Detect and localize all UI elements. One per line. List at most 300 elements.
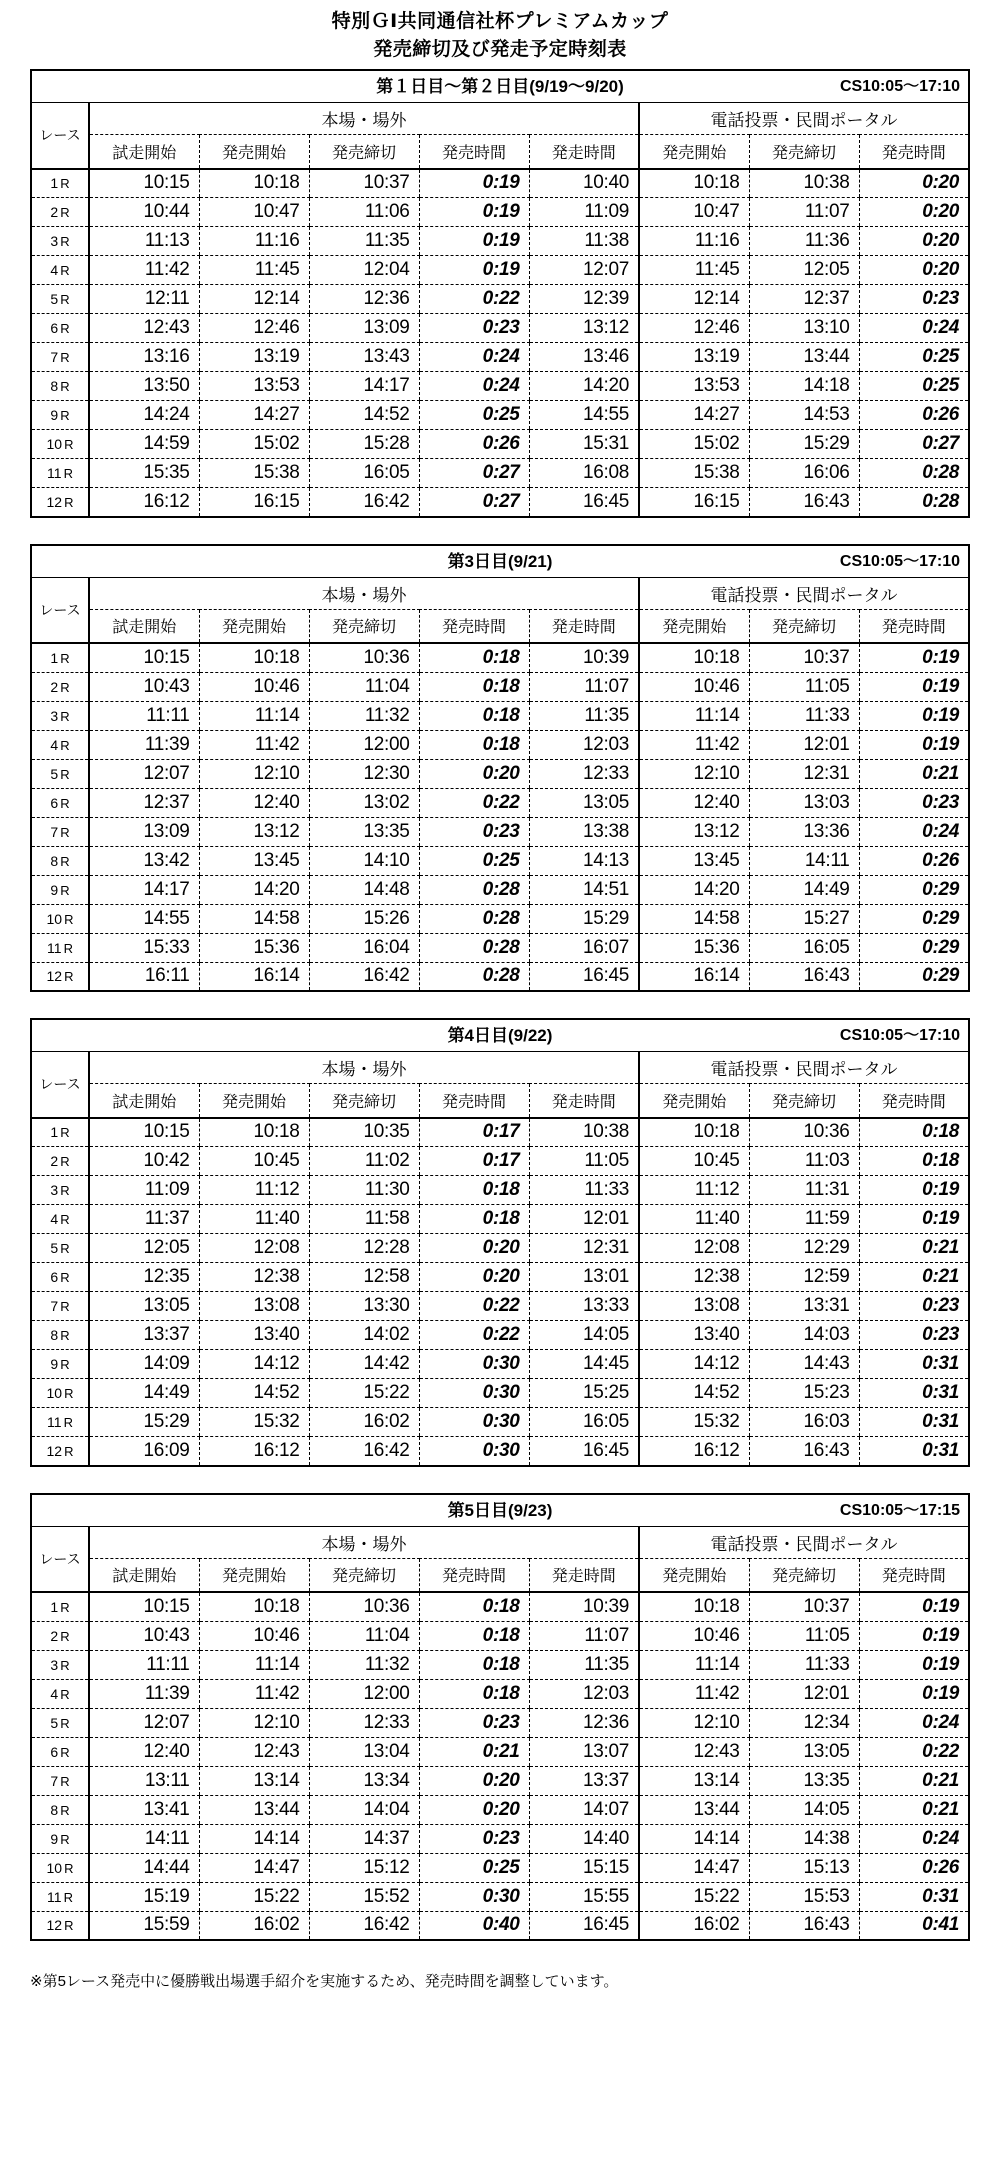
cell-value-6: 16:43 <box>749 1911 859 1940</box>
table-row <box>31 285 969 314</box>
cell-value-5: 13:45 <box>639 846 749 875</box>
race-number: 2 <box>50 1627 59 1644</box>
cell-value-1: 11:45 <box>199 256 309 285</box>
cell-value-2: 14:52 <box>309 401 419 430</box>
cs-time-label: CS10:05～17:10 <box>839 1027 960 1045</box>
race-number: 1 <box>50 649 59 666</box>
table-row <box>31 846 969 875</box>
cell-value-0: 10:43 <box>89 1621 199 1650</box>
cell-value-5: 11:40 <box>639 1205 749 1234</box>
race-number: 3 <box>50 707 59 724</box>
column-header-tel-2: 発売時間 <box>859 1558 969 1592</box>
race-number: 6 <box>50 1743 59 1760</box>
column-header-venue-2: 発売締切 <box>309 609 419 643</box>
cell-value-4: 16:45 <box>529 1437 639 1466</box>
cell-value-6: 12:01 <box>749 730 859 759</box>
cell-value-1: 12:38 <box>199 1263 309 1292</box>
race-suffix: R <box>60 1299 70 1315</box>
cell-value-6: 15:27 <box>749 904 859 933</box>
group-header-telephone: 電話投票・民間ポータル <box>639 577 969 609</box>
column-header-tel-1: 発売締切 <box>749 1558 859 1592</box>
cell-value-7: 0:26 <box>859 846 969 875</box>
cell-value-2: 16:42 <box>309 1437 419 1466</box>
cell-value-2: 14:48 <box>309 875 419 904</box>
cell-value-4: 16:08 <box>529 459 639 488</box>
cell-value-6: 15:29 <box>749 430 859 459</box>
race-number-cell <box>31 459 89 488</box>
cell-value-7: 0:19 <box>859 672 969 701</box>
race-number: 10 <box>46 1385 63 1402</box>
cell-value-4: 12:03 <box>529 730 639 759</box>
table-title-band <box>31 70 969 103</box>
table-row <box>31 314 969 343</box>
race-number-cell <box>31 372 89 401</box>
column-header-venue-0: 試走開始 <box>89 1084 199 1118</box>
race-number-cell <box>31 1118 89 1147</box>
cell-value-6: 12:05 <box>749 256 859 285</box>
race-number-cell <box>31 1911 89 1940</box>
cell-value-6: 13:44 <box>749 343 859 372</box>
race-number: 7 <box>50 823 59 840</box>
table-row <box>31 169 969 198</box>
table-row <box>31 1379 969 1408</box>
cell-value-0: 14:11 <box>89 1824 199 1853</box>
table-row <box>31 1437 969 1466</box>
race-number-cell <box>31 817 89 846</box>
race-suffix: R <box>60 176 70 192</box>
page-title: 特別ＧⅠ共同通信社杯プレミアムカップ <box>331 11 669 32</box>
cell-value-4: 13:05 <box>529 788 639 817</box>
race-number-cell <box>31 1621 89 1650</box>
cell-value-6: 16:06 <box>749 459 859 488</box>
cell-value-2: 12:36 <box>309 285 419 314</box>
table-title-band <box>31 1019 969 1052</box>
cell-value-4: 11:33 <box>529 1176 639 1205</box>
cell-value-4: 13:37 <box>529 1766 639 1795</box>
race-suffix: R <box>60 1715 70 1731</box>
cell-value-7: 0:41 <box>859 1911 969 1940</box>
cell-value-5: 14:12 <box>639 1350 749 1379</box>
table-title: 第4日目(9/22) <box>447 1026 553 1046</box>
race-suffix: R <box>60 321 70 337</box>
race-number: 6 <box>50 794 59 811</box>
cell-value-7: 0:21 <box>859 1234 969 1263</box>
cell-value-5: 15:32 <box>639 1408 749 1437</box>
cell-value-4: 14:51 <box>529 875 639 904</box>
cell-value-7: 0:24 <box>859 1824 969 1853</box>
table-row <box>31 198 969 227</box>
schedule-table <box>30 544 970 993</box>
cell-value-1: 10:18 <box>199 643 309 672</box>
race-suffix: R <box>60 1802 70 1818</box>
race-number: 2 <box>50 1153 59 1170</box>
cell-value-4: 14:45 <box>529 1350 639 1379</box>
race-number-cell <box>31 1592 89 1621</box>
race-number: 7 <box>50 1772 59 1789</box>
race-suffix: R <box>60 1154 70 1170</box>
race-suffix: R <box>60 1183 70 1199</box>
column-header-venue-2: 発売締切 <box>309 1084 419 1118</box>
cell-value-3: 0:18 <box>419 701 529 730</box>
race-suffix: R <box>60 882 70 898</box>
cell-value-0: 16:11 <box>89 962 199 991</box>
cell-value-0: 13:41 <box>89 1795 199 1824</box>
group-header-telephone: 電話投票・民間ポータル <box>639 1052 969 1084</box>
race-suffix: R <box>60 1628 70 1644</box>
column-header-venue-4: 発走時間 <box>529 1084 639 1118</box>
table-row <box>31 1176 969 1205</box>
cell-value-4: 12:01 <box>529 1205 639 1234</box>
table-row <box>31 788 969 817</box>
cell-value-6: 14:38 <box>749 1824 859 1853</box>
race-column-header: レース <box>31 1052 89 1118</box>
cell-value-7: 0:31 <box>859 1408 969 1437</box>
cell-value-6: 15:23 <box>749 1379 859 1408</box>
cell-value-7: 0:29 <box>859 962 969 991</box>
cell-value-0: 10:15 <box>89 169 199 198</box>
column-header-venue-3: 発売時間 <box>419 1558 529 1592</box>
table-row <box>31 459 969 488</box>
race-number-cell <box>31 198 89 227</box>
cell-value-6: 16:43 <box>749 488 859 517</box>
cell-value-6: 13:03 <box>749 788 859 817</box>
cell-value-7: 0:29 <box>859 875 969 904</box>
race-number: 3 <box>50 1182 59 1199</box>
cell-value-1: 16:15 <box>199 488 309 517</box>
cell-value-0: 12:37 <box>89 788 199 817</box>
table-row <box>31 1205 969 1234</box>
race-suffix: R <box>63 1889 73 1905</box>
race-number-cell <box>31 846 89 875</box>
cell-value-6: 14:05 <box>749 1795 859 1824</box>
cell-value-6: 11:05 <box>749 1621 859 1650</box>
cell-value-4: 13:01 <box>529 1263 639 1292</box>
cell-value-1: 11:14 <box>199 1650 309 1679</box>
race-number: 5 <box>50 1240 59 1257</box>
cell-value-2: 13:09 <box>309 314 419 343</box>
table-title: 第3日目(9/21) <box>447 551 553 571</box>
cell-value-5: 13:44 <box>639 1795 749 1824</box>
race-suffix: R <box>64 437 74 453</box>
cell-value-2: 11:06 <box>309 198 419 227</box>
cell-value-3: 0:22 <box>419 1292 529 1321</box>
race-number: 11 <box>47 465 62 482</box>
cell-value-6: 12:31 <box>749 759 859 788</box>
cell-value-2: 12:28 <box>309 1234 419 1263</box>
group-header-venue: 本場・場外 <box>89 1526 639 1558</box>
cell-value-5: 12:38 <box>639 1263 749 1292</box>
race-number-cell <box>31 1882 89 1911</box>
cell-value-0: 13:16 <box>89 343 199 372</box>
table-title: 第5日目(9/23) <box>447 1500 553 1520</box>
cell-value-7: 0:27 <box>859 430 969 459</box>
cell-value-1: 14:14 <box>199 1824 309 1853</box>
cell-value-6: 14:11 <box>749 846 859 875</box>
cell-value-2: 14:37 <box>309 1824 419 1853</box>
table-row <box>31 730 969 759</box>
cell-value-3: 0:18 <box>419 1679 529 1708</box>
cell-value-5: 11:16 <box>639 227 749 256</box>
cell-value-0: 13:09 <box>89 817 199 846</box>
cell-value-5: 14:52 <box>639 1379 749 1408</box>
race-suffix: R <box>60 1212 70 1228</box>
cell-value-4: 14:55 <box>529 401 639 430</box>
table-row <box>31 1147 969 1176</box>
cell-value-0: 10:43 <box>89 672 199 701</box>
cell-value-7: 0:31 <box>859 1379 969 1408</box>
cell-value-7: 0:26 <box>859 1853 969 1882</box>
page-subtitle: 発売締切及び発走予定時刻表 <box>373 38 627 60</box>
column-header-tel-2: 発売時間 <box>859 609 969 643</box>
race-suffix: R <box>60 1831 70 1847</box>
cell-value-2: 10:36 <box>309 1592 419 1621</box>
cell-value-2: 13:43 <box>309 343 419 372</box>
cell-value-5: 14:27 <box>639 401 749 430</box>
cell-value-7: 0:28 <box>859 488 969 517</box>
cell-value-1: 14:12 <box>199 1350 309 1379</box>
cell-value-1: 10:47 <box>199 198 309 227</box>
cell-value-0: 11:11 <box>89 701 199 730</box>
cell-value-3: 0:17 <box>419 1118 529 1147</box>
cell-value-0: 16:09 <box>89 1437 199 1466</box>
table-row <box>31 1292 969 1321</box>
race-suffix: R <box>60 1125 70 1141</box>
table-row <box>31 759 969 788</box>
cell-value-7: 0:23 <box>859 1292 969 1321</box>
cell-value-5: 12:14 <box>639 285 749 314</box>
cell-value-1: 13:19 <box>199 343 309 372</box>
race-number: 5 <box>50 1714 59 1731</box>
cell-value-2: 14:10 <box>309 846 419 875</box>
cell-value-3: 0:22 <box>419 1321 529 1350</box>
cell-value-0: 14:44 <box>89 1853 199 1882</box>
cell-value-3: 0:17 <box>419 1147 529 1176</box>
cell-value-1: 14:52 <box>199 1379 309 1408</box>
cell-value-7: 0:19 <box>859 701 969 730</box>
race-number-cell <box>31 256 89 285</box>
cell-value-1: 12:10 <box>199 759 309 788</box>
race-number: 6 <box>50 320 59 337</box>
cell-value-3: 0:23 <box>419 1824 529 1853</box>
cell-value-3: 0:23 <box>419 1708 529 1737</box>
race-suffix: R <box>60 708 70 724</box>
cs-time-label: CS10:05～17:15 <box>839 1501 960 1519</box>
table-row <box>31 904 969 933</box>
cell-value-2: 13:04 <box>309 1737 419 1766</box>
cell-value-0: 16:12 <box>89 488 199 517</box>
cell-value-2: 11:30 <box>309 1176 419 1205</box>
cell-value-4: 16:07 <box>529 933 639 962</box>
cell-value-6: 13:36 <box>749 817 859 846</box>
race-suffix: R <box>60 1270 70 1286</box>
cell-value-1: 11:40 <box>199 1205 309 1234</box>
race-suffix: R <box>60 1744 70 1760</box>
race-number: 4 <box>50 262 59 279</box>
cell-value-4: 11:38 <box>529 227 639 256</box>
race-number-cell <box>31 1824 89 1853</box>
cell-value-3: 0:21 <box>419 1737 529 1766</box>
race-number: 4 <box>50 1211 59 1228</box>
cell-value-5: 10:18 <box>639 1118 749 1147</box>
schedule-block <box>30 69 970 518</box>
column-header-tel-2: 発売時間 <box>859 135 969 169</box>
cell-value-0: 11:42 <box>89 256 199 285</box>
race-number: 1 <box>50 1598 59 1615</box>
schedule-table <box>30 69 970 518</box>
cell-value-3: 0:25 <box>419 401 529 430</box>
cell-value-7: 0:23 <box>859 285 969 314</box>
race-number: 12 <box>46 1442 63 1459</box>
cell-value-5: 12:40 <box>639 788 749 817</box>
group-header-telephone: 電話投票・民間ポータル <box>639 1526 969 1558</box>
cell-value-2: 14:02 <box>309 1321 419 1350</box>
race-number: 7 <box>50 1298 59 1315</box>
race-suffix: R <box>63 940 73 956</box>
race-number: 8 <box>50 1327 59 1344</box>
race-number-cell <box>31 285 89 314</box>
cell-value-3: 0:20 <box>419 1766 529 1795</box>
cell-value-7: 0:22 <box>859 1737 969 1766</box>
cell-value-7: 0:19 <box>859 643 969 672</box>
cell-value-1: 10:18 <box>199 1592 309 1621</box>
race-suffix: R <box>63 466 73 482</box>
race-number: 1 <box>50 1124 59 1141</box>
race-number: 10 <box>46 910 63 927</box>
cell-value-4: 10:40 <box>529 169 639 198</box>
cell-value-1: 10:18 <box>199 1118 309 1147</box>
cell-value-7: 0:18 <box>859 1147 969 1176</box>
table-row <box>31 1766 969 1795</box>
cell-value-2: 16:02 <box>309 1408 419 1437</box>
race-number-cell <box>31 759 89 788</box>
race-number-cell <box>31 1408 89 1437</box>
cell-value-2: 11:32 <box>309 1650 419 1679</box>
cell-value-5: 10:46 <box>639 1621 749 1650</box>
cell-value-3: 0:18 <box>419 730 529 759</box>
race-number-cell <box>31 1679 89 1708</box>
cell-value-4: 12:36 <box>529 1708 639 1737</box>
cell-value-1: 13:44 <box>199 1795 309 1824</box>
race-number: 11 <box>47 1888 62 1905</box>
cell-value-7: 0:31 <box>859 1882 969 1911</box>
race-suffix: R <box>60 853 70 869</box>
cell-value-2: 12:33 <box>309 1708 419 1737</box>
cell-value-1: 12:43 <box>199 1737 309 1766</box>
cell-value-2: 16:42 <box>309 1911 419 1940</box>
race-suffix: R <box>64 1386 74 1402</box>
cell-value-5: 16:15 <box>639 488 749 517</box>
column-header-venue-2: 発売締切 <box>309 135 419 169</box>
cell-value-6: 10:36 <box>749 1118 859 1147</box>
cell-value-4: 16:05 <box>529 1408 639 1437</box>
cell-value-0: 11:39 <box>89 730 199 759</box>
cell-value-2: 13:30 <box>309 1292 419 1321</box>
column-header-venue-1: 発売開始 <box>199 1084 309 1118</box>
column-header-venue-0: 試走開始 <box>89 609 199 643</box>
cell-value-4: 14:07 <box>529 1795 639 1824</box>
cell-value-3: 0:24 <box>419 343 529 372</box>
table-row <box>31 1708 969 1737</box>
cell-value-4: 15:55 <box>529 1882 639 1911</box>
race-number: 4 <box>50 736 59 753</box>
cell-value-2: 11:02 <box>309 1147 419 1176</box>
race-suffix: R <box>60 263 70 279</box>
race-number-cell <box>31 1263 89 1292</box>
cell-value-2: 13:34 <box>309 1766 419 1795</box>
cell-value-0: 11:37 <box>89 1205 199 1234</box>
cell-value-3: 0:18 <box>419 1176 529 1205</box>
cell-value-4: 11:35 <box>529 1650 639 1679</box>
cell-value-7: 0:19 <box>859 1592 969 1621</box>
cell-value-4: 15:31 <box>529 430 639 459</box>
cell-value-7: 0:25 <box>859 343 969 372</box>
cell-value-6: 13:31 <box>749 1292 859 1321</box>
cell-value-4: 16:45 <box>529 962 639 991</box>
race-number: 12 <box>46 1917 63 1934</box>
cell-value-3: 0:28 <box>419 875 529 904</box>
column-header-venue-3: 発売時間 <box>419 1084 529 1118</box>
cell-value-1: 11:16 <box>199 227 309 256</box>
cell-value-1: 15:32 <box>199 1408 309 1437</box>
cell-value-6: 14:49 <box>749 875 859 904</box>
cell-value-2: 12:30 <box>309 759 419 788</box>
race-number: 2 <box>50 678 59 695</box>
cell-value-7: 0:28 <box>859 459 969 488</box>
cell-value-6: 11:07 <box>749 198 859 227</box>
cell-value-7: 0:18 <box>859 1118 969 1147</box>
cell-value-5: 11:12 <box>639 1176 749 1205</box>
cell-value-5: 12:08 <box>639 1234 749 1263</box>
schedule-tables-container <box>0 69 1000 1941</box>
cell-value-1: 16:14 <box>199 962 309 991</box>
cell-value-1: 12:10 <box>199 1708 309 1737</box>
cell-value-0: 12:40 <box>89 1737 199 1766</box>
table-row <box>31 343 969 372</box>
column-header-venue-1: 発売開始 <box>199 1558 309 1592</box>
race-number: 3 <box>50 233 59 250</box>
race-number-cell <box>31 1234 89 1263</box>
cell-value-6: 10:38 <box>749 169 859 198</box>
cell-value-6: 11:03 <box>749 1147 859 1176</box>
race-suffix: R <box>64 1443 74 1459</box>
table-row <box>31 372 969 401</box>
cell-value-0: 12:07 <box>89 1708 199 1737</box>
race-number-cell <box>31 1292 89 1321</box>
cell-value-0: 15:19 <box>89 1882 199 1911</box>
race-number: 9 <box>50 407 59 424</box>
cell-value-5: 14:47 <box>639 1853 749 1882</box>
cell-value-7: 0:21 <box>859 1766 969 1795</box>
race-suffix: R <box>64 494 74 510</box>
table-row <box>31 643 969 672</box>
cell-value-0: 12:05 <box>89 1234 199 1263</box>
table-row <box>31 430 969 459</box>
cell-value-1: 15:38 <box>199 459 309 488</box>
race-column-header: レース <box>31 103 89 169</box>
column-header-venue-1: 発売開始 <box>199 609 309 643</box>
cell-value-0: 10:15 <box>89 1118 199 1147</box>
cell-value-3: 0:24 <box>419 372 529 401</box>
cell-value-4: 12:03 <box>529 1679 639 1708</box>
table-row <box>31 1321 969 1350</box>
cell-value-3: 0:18 <box>419 1650 529 1679</box>
cell-value-7: 0:24 <box>859 817 969 846</box>
race-suffix: R <box>60 795 70 811</box>
cell-value-0: 11:13 <box>89 227 199 256</box>
cell-value-1: 11:42 <box>199 1679 309 1708</box>
cell-value-5: 10:18 <box>639 1592 749 1621</box>
cell-value-3: 0:22 <box>419 788 529 817</box>
